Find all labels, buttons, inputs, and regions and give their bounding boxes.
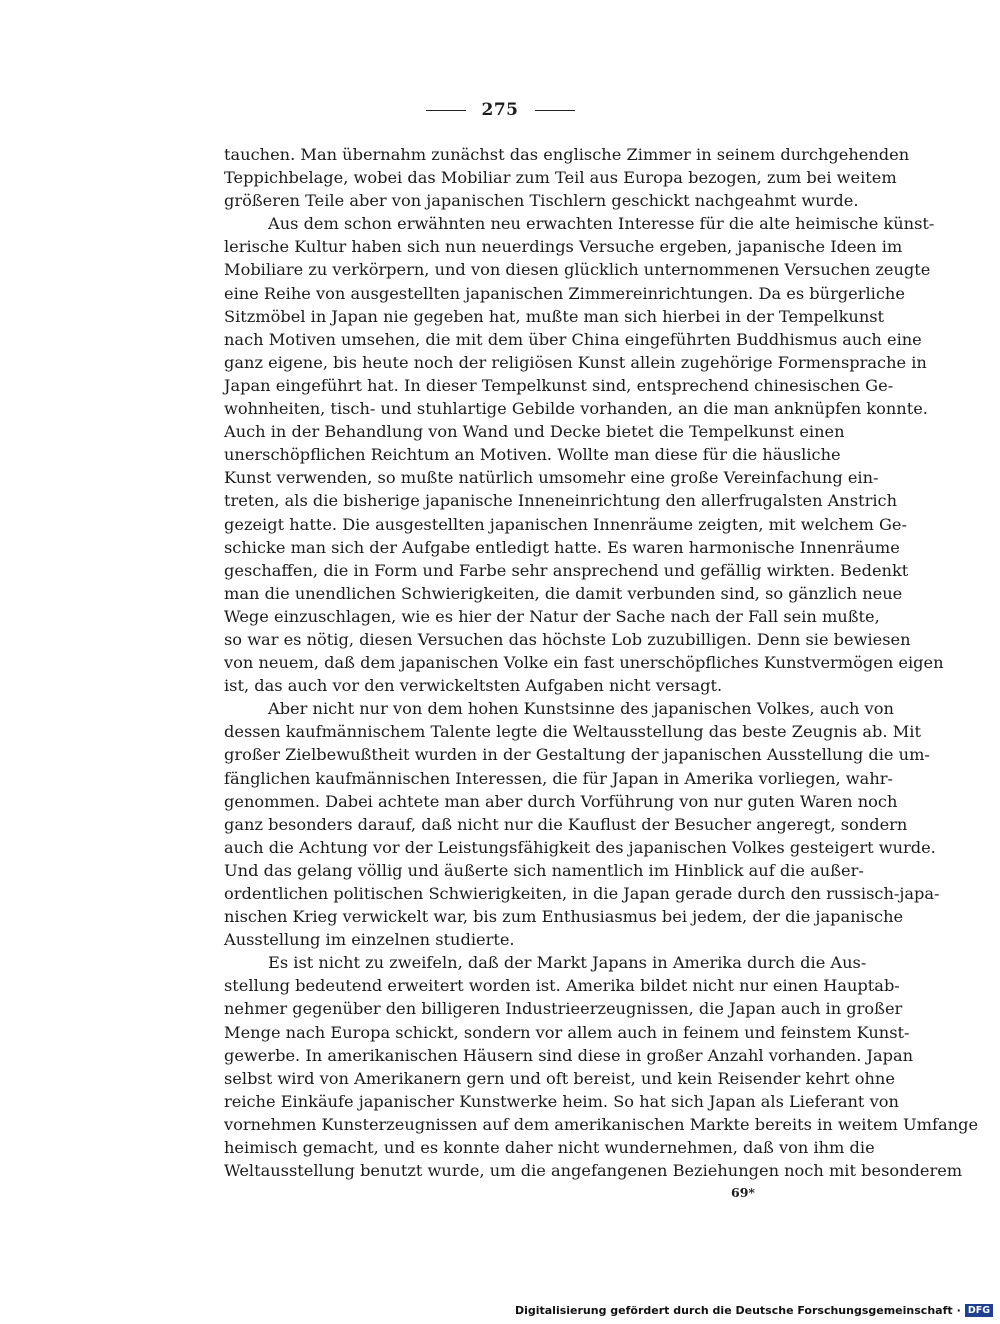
text-line: geschaffen, die in Form und Farbe sehr ansprechend und gefällig wirkten. Bedenkt <box>224 560 909 580</box>
text-line: Es ist nicht zu zweifeln, daß der Markt Japans in Amerika durch die Aus- <box>268 953 867 973</box>
text-line: Und das gelang völlig und äußerte sich namentlich im Hinblick auf die außer- <box>224 860 864 880</box>
text-line: ist, das auch vor den verwickeltsten Aufgaben nicht versagt. <box>224 676 723 696</box>
text-line: so war es nötig, diesen Versuchen das höchste Lob zuzubilligen. Denn sie bewiesen <box>224 629 911 649</box>
text-line: man die unendlichen Schwierigkeiten, die damit verbunden sind, so gänzlich neue <box>224 583 903 603</box>
text-line: ganz eigene, bis heute noch der religiösen Kunst allein zugehörige Formensprache in <box>224 352 927 372</box>
text-line: Mobiliare zu verkörpern, und von diesen glücklich unternommenen Versuchen zeugte <box>224 260 931 280</box>
text-line: Aber nicht nur von dem hohen Kunstsinne des japanischen Volkes, auch von <box>268 699 894 719</box>
text-line: auch die Achtung vor der Leistungsfähigkeit des japanischen Volkes gesteigert wurde. <box>224 837 936 857</box>
paragraph <box>224 697 940 951</box>
text-line: stellung bedeutend erweitert worden ist. Amerika bildet nicht nur einen Hauptab- <box>224 976 900 996</box>
text-line: Aus dem schon erwähnten neu erwachten Interesse für die alte heimische künst- <box>268 214 935 234</box>
text-line: eine Reihe von ausgestellten japanischen Zimmereinrichtungen. Da es bürgerliche <box>224 283 905 303</box>
page-number: 275 <box>481 100 519 120</box>
text-line: Teppichbelage, wobei das Mobiliar zum Teil aus Europa bezogen, zum bei weitem <box>224 168 897 188</box>
text-line: gezeigt hatte. Die ausgestellten japanischen Innenräume zeigten, mit welchem Ge- <box>224 514 907 534</box>
text-line: wohnheiten, tisch- und stuhlartige Gebilde vorhanden, an die man anknüpfen konnte. <box>224 399 928 419</box>
text-line: reiche Einkäufe japanischer Kunstwerke heim. So hat sich Japan als Lieferant von <box>224 1091 899 1111</box>
text-line: Menge nach Europa schickt, sondern vor allem auch in feinem und feinstem Kunst- <box>224 1022 910 1042</box>
text-line: größeren Teile aber von japanischen Tischlern geschickt nachgeahmt wurde. <box>224 191 859 211</box>
header-rule-left <box>426 110 466 111</box>
signature-mark: 69* <box>731 1185 755 1200</box>
text-line: Ausstellung im einzelnen studierte. <box>224 930 515 950</box>
text-line: nehmer gegenüber den billigeren Industrieerzeugnissen, die Japan auch in großer <box>224 999 903 1019</box>
paragraph <box>224 212 944 697</box>
text-line: gewerbe. In amerikanischen Häusern sind diese in großer Anzahl vorhanden. Japan <box>224 1045 914 1065</box>
text-line: dessen kaufmännischem Talente legte die Weltausstellung das beste Zeugnis ab. Mit <box>224 722 921 742</box>
text-line: nischen Krieg verwickelt war, bis zum Enthusiasmus bei jedem, der die japanische <box>224 907 904 927</box>
text-line: selbst wird von Amerikanern gern und oft bereist, und kein Reisender kehrt ohne <box>224 1068 895 1088</box>
text-line: großer Zielbewußtheit wurden in der Gestaltung der japanischen Ausstellung die um- <box>224 745 930 765</box>
paragraph <box>224 143 910 212</box>
text-line: Kunst verwenden, so mußte natürlich umsomehr eine große Vereinfachung ein- <box>224 468 879 488</box>
text-line: vornehmen Kunsterzeugnissen auf dem amerikanischen Markte bereits in weitem Umfange <box>224 1114 979 1134</box>
text-line: Auch in der Behandlung von Wand und Decke bietet die Tempelkunst einen <box>224 422 845 442</box>
text-line: genommen. Dabei achtete man aber durch Vorführung von nur guten Waren noch <box>224 791 898 811</box>
text-line: ganz besonders darauf, daß nicht nur die Kauflust der Besucher angeregt, sondern <box>224 814 908 834</box>
text-line: ordentlichen politischen Schwierigkeiten, in die Japan gerade durch den russisch-japa- <box>224 884 940 903</box>
text-line: unerschöpflichen Reichtum an Motiven. Wollte man diese für die häusliche <box>224 445 841 465</box>
text-line: von neuem, daß dem japanischen Volke ein fast unerschöpfliches Kunstvermögen eigen <box>224 653 944 673</box>
funding-text: Digitalisierung gefördert durch die Deutsche Forschungsgemeinschaft <box>514 1304 953 1317</box>
text-line: lerische Kultur haben sich nun neuerdings Versuche ergeben, japanische Ideen im <box>224 237 903 257</box>
funding-footer <box>0 1304 1000 1317</box>
page-header <box>0 100 1000 120</box>
body-text <box>224 143 979 1182</box>
text-line: tauchen. Man übernahm zunächst das englische Zimmer in seinem durchgehenden <box>224 145 910 164</box>
text-line: treten, als die bisherige japanische Inneneinrichtung den allerfrugalsten Anstrich <box>224 491 898 511</box>
text-line: fänglichen kaufmännischen Interessen, die für Japan in Amerika vorliegen, wahr- <box>224 768 893 788</box>
text-line: nach Motiven umsehen, die mit dem über China eingeführten Buddhismus auch eine <box>224 329 922 349</box>
header-rule-right <box>535 110 575 111</box>
text-line: Weltausstellung benutzt wurde, um die angefangenen Beziehungen noch mit besonderem <box>224 1161 963 1181</box>
text-line: schicke man sich der Aufgabe entledigt hatte. Es waren harmonische Innenräume <box>224 537 900 557</box>
paragraph <box>224 951 979 1182</box>
text-line: Sitzmöbel in Japan nie gegeben hat, mußte man sich hierbei in der Tempelkunst <box>224 306 885 326</box>
dfg-logo: DFG <box>965 1304 993 1317</box>
text-line: Japan eingeführt hat. In dieser Tempelkunst sind, entsprechend chinesischen Ge- <box>224 375 894 395</box>
text-line: heimisch gemacht, und es konnte daher nicht wundernehmen, daß von ihm die <box>224 1138 875 1158</box>
text-line: Wege einzuschlagen, wie es hier der Natur der Sache nach der Fall sein mußte, <box>224 606 880 626</box>
funding-separator: · <box>956 1304 961 1317</box>
